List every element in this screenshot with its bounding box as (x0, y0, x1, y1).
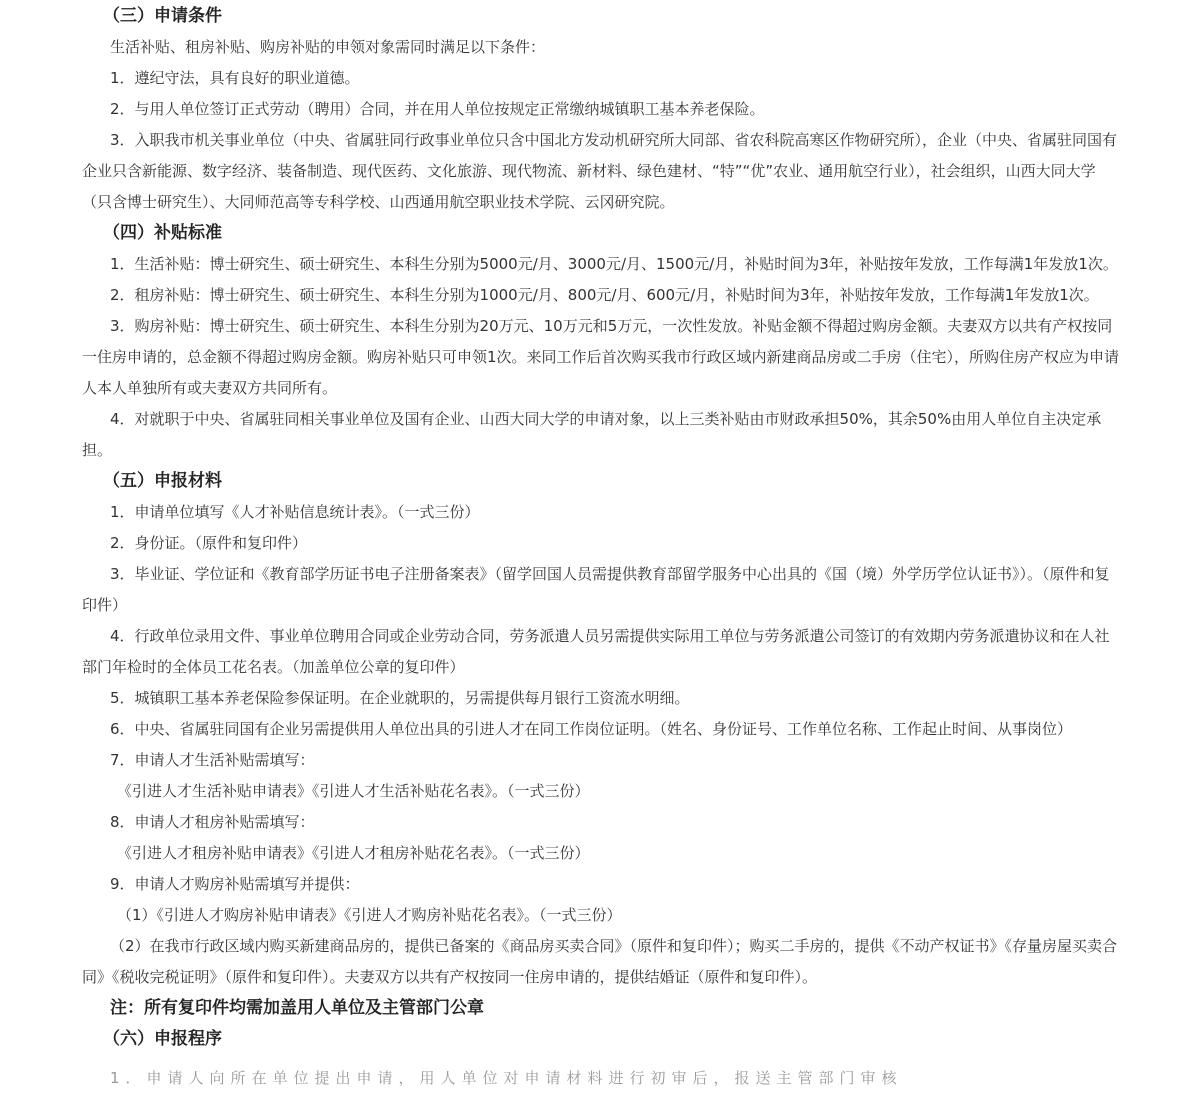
s4-item-3: 3．购房补贴：博士研究生、硕士研究生、本科生分别为20万元、10万元和5万元，一次性发放。补贴金额不得超过购房金额。夫妻双方以共有产权按同一住房申请的，总金额不得超过购房金额。购房补贴只可申领1次。来同工作后首次购买我市行政区域内新建商品房或二手房（住宅），所购住房产权应为申请人本人单独所有或夫妻双方共同所有。 (82, 317, 1120, 397)
section-title-6: （六）申报程序 (103, 1029, 222, 1049)
s6-cut-off-line (82, 1055, 1124, 1087)
section-title-4: （四）补贴标准 (103, 223, 222, 243)
s3-item-1: 1．遵纪守法，具有良好的职业道德。 (110, 69, 360, 87)
s5-item-6: 6．中央、省属驻同国有企业另需提供用人单位出具的引进人才在同工作岗位证明。（姓名、身份证号、工作单位名称、工作起止时间、从事岗位） (110, 720, 1073, 738)
document-body (0, 1, 1180, 1087)
s5-item-8-forms: 《引进人才租房补贴申请表》《引进人才租房补贴花名表》。（一式三份） (117, 844, 590, 862)
stamp-note: 注：所有复印件均需加盖用人单位及主管部门公章 (110, 998, 484, 1018)
section-title-5: （五）申报材料 (103, 471, 222, 491)
s5-item-9: 9．申请人才购房补贴需填写并提供： (110, 875, 360, 893)
s6-cut-off-text: 1．申请人向所在单位提出申请，用人单位对申请材料进行初审后，报送主管部门审核 (110, 1069, 903, 1087)
s3-item-2: 2．与用人单位签订正式劳动（聘用）合同，并在用人单位按规定正常缴纳城镇职工基本养老保险。 (110, 100, 765, 118)
s5-item-9-sub-2: （2）在我市行政区域内购买新建商品房的，提供已备案的《商品房买卖合同》（原件和复印件）；购买二手房的，提供《不动产权证书》《存量房屋买卖合同》《税收完税证明》（原件和复印件）。夫妻双方以共有产权按同一住房申请的，提供结婚证（原件和复印件）。 (82, 937, 1118, 986)
s5-item-8: 8．申请人才租房补贴需填写： (110, 813, 315, 831)
s3-intro: 生活补贴、租房补贴、购房补贴的申领对象需同时满足以下条件： (110, 38, 546, 56)
s5-item-9-sub-1: （1）《引进人才购房补贴申请表》《引进人才购房补贴花名表》。（一式三份） (117, 906, 622, 924)
s5-item-1: 1．申请单位填写《人才补贴信息统计表》。（一式三份） (110, 503, 480, 521)
s5-item-5: 5．城镇职工基本养老保险参保证明。在企业就职的，另需提供每月银行工资流水明细。 (110, 689, 690, 707)
s4-item-4: 4．对就职于中央、省属驻同相关事业单位及国有企业、山西大同大学的申请对象，以上三类补贴由市财政承担50%，其余50%由用人单位自主决定承担。 (82, 410, 1102, 459)
s4-item-1: 1．生活补贴：博士研究生、硕士研究生、本科生分别为5000元/月、3000元/月、1500元/月，补贴时间为3年，补贴按年发放，工作每满1年发放1次。 (110, 255, 1118, 273)
s5-item-2: 2．身份证。（原件和复印件） (110, 534, 308, 552)
s4-item-2: 2．租房补贴：博士研究生、硕士研究生、本科生分别为1000元/月、800元/月、600元/月，补贴时间为3年，补贴按年发放，工作每满1年发放1次。 (110, 286, 1099, 304)
s5-item-7-forms: 《引进人才生活补贴申请表》《引进人才生活补贴花名表》。（一式三份） (117, 782, 590, 800)
s5-item-7: 7．申请人才生活补贴需填写： (110, 751, 315, 769)
s3-item-3: 3．入职我市机关事业单位（中央、省属驻同行政事业单位只含中国北方发动机研究所大同部、省农科院高寒区作物研究所），企业（中央、省属驻同国有企业只含新能源、数字经济、装备制造、现代医药、文化旅游、现代物流、新材料、绿色建材、“特”“优”农业、通用航空行业），社会组织，山西大同大学（只含博士研究生）、大同师范高等专科学校、山西通用航空职业技术学院、云冈研究院。 (82, 131, 1118, 211)
s5-item-3: 3．毕业证、学位证和《教育部学历证书电子注册备案表》（留学回国人员需提供教育部留学服务中心出具的《国（境）外学历学位认证书》）。（原件和复印件） (82, 565, 1110, 614)
s5-item-4: 4．行政单位录用文件、事业单位聘用合同或企业劳动合同，劳务派遣人员另需提供实际用工单位与劳务派遣公司签订的有效期内劳务派遣协议和在人社部门年检时的全体员工花名表。（加盖单位公章的复印件） (82, 627, 1110, 676)
section-title-3: （三）申请条件 (103, 6, 222, 26)
